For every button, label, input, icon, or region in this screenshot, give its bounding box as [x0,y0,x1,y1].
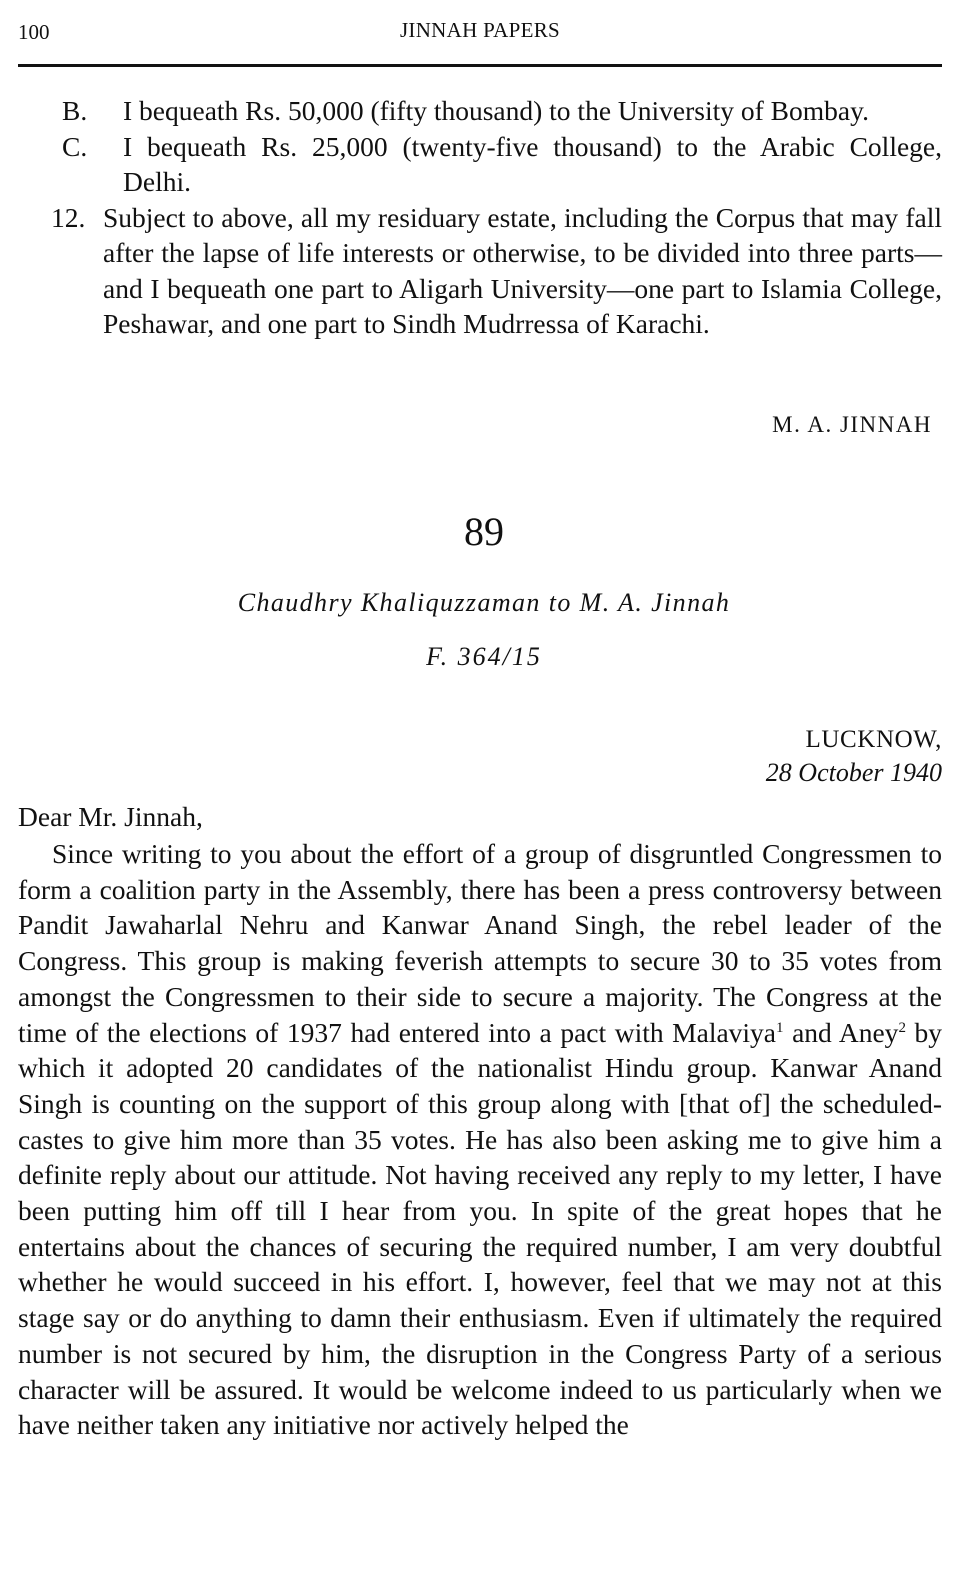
will-item-c [18,129,942,200]
will-item-12 [18,200,942,342]
letter-date: 28 October 1940 [765,758,942,787]
will-item-b [18,93,942,129]
signature: M. A. JINNAH [772,412,932,437]
item-marker: 12. [51,201,86,233]
body-text-part: Since writing to you about the effort of a group of disgruntled Congressmen to form a coalition party in the Assembly, there has been a press controversy between Pandit Jawaharlal Nehru and Kanwar Anand Singh, the rebel leader of the Congress. This group is making feverish attempts to secure 30 to 35 votes from amongst the Congressmen to their side to secure a majority. The Congress at the time of the elections of 1937 had entered into a pact with Malaviya [18,838,942,1048]
item-text: I bequeath Rs. 25,000 (twenty-five thousand) to the Arabic College, Delhi. [123,130,942,197]
header-rule [18,64,942,67]
running-title: JINNAH PAPERS [399,18,561,42]
item-marker: B. [62,95,88,126]
document-heading: Chaudhry Khaliquzzaman to M. A. Jinnah [237,588,731,617]
item-text: Subject to above, all my residuary estate, including the Corpus that may fall after the lapse of life interests or otherwise, to be divided into three parts—and I bequeath one part to Aligarh University—one part to Islamia College, Peshawar, and one part to Sindh Mudrressa of Karachi. [103,201,942,339]
running-head [18,14,942,48]
will-items [18,93,942,342]
body-text-part: by which it adopted 20 candidates of the nationalist Hindu group. Kanwar Anand Singh is counting on the support of this group along with [that of] the scheduled-castes to give him more than 35 votes. He has also been asking me to give him a definite reply about our attitude. Not having received any reply to my letter, I have been putting him off till I hear from you. In spite of the great hopes that he entertains about the chances of securing the required number, I am very doubtful whether he would succeed in his effort. I, however, feel that we may not at this stage say or do anything to damn their enthusiasm. Even if ultimately the required number is not secured by him, the disruption in the Congress Party of a serious character will be assured. It would be welcome indeed to us particularly when we have neither taken any initiative nor actively helped the [18,1016,943,1441]
item-text: I bequeath Rs. 50,000 (fifty thousand) to the University of Bombay. [123,95,869,126]
page-number: 100 [18,20,50,44]
footnote-marker[interactable]: 1 [776,1019,784,1036]
document-number: 89 [464,509,504,554]
item-marker: C. [62,130,88,162]
file-reference: F. 364/15 [426,642,542,671]
letter-place: LUCKNOW, [805,726,942,753]
letter-salutation: Dear Mr. Jinnah, [18,801,203,832]
letter-body [18,836,942,1443]
footnote-marker[interactable]: 2 [898,1019,906,1036]
body-text-part: and Aney [783,1016,899,1048]
